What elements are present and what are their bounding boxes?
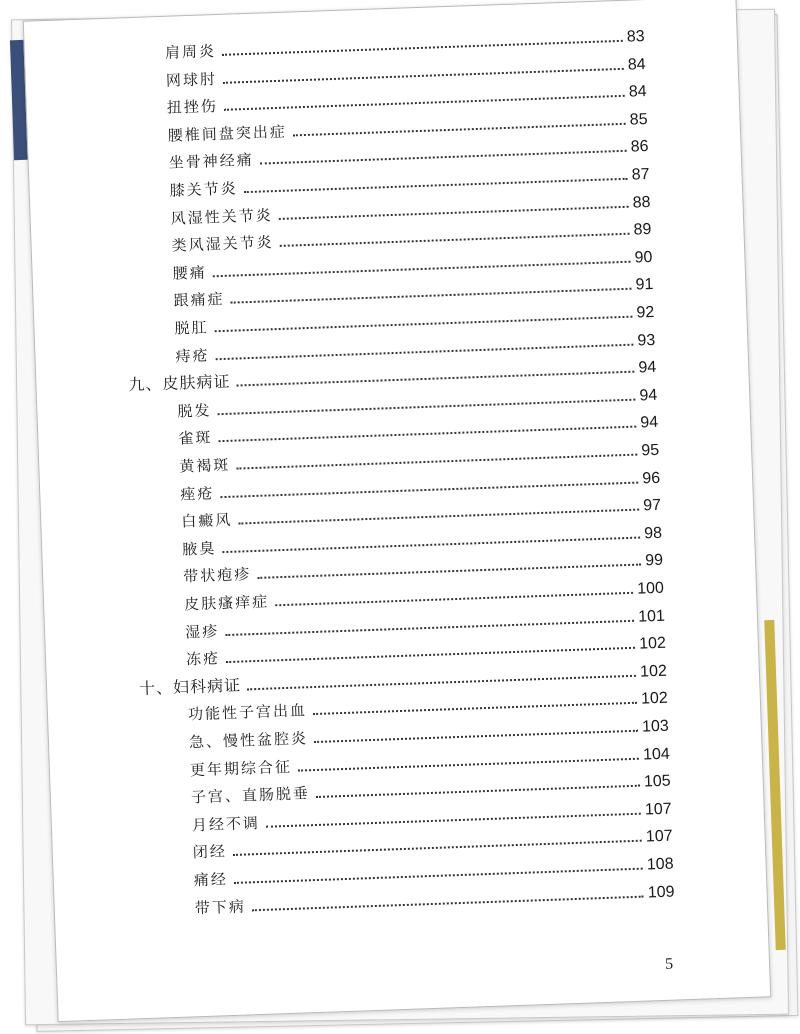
toc-entry-title: 网球肘 <box>165 69 218 90</box>
toc-page-number: 84 <box>628 83 647 101</box>
toc-entry-title: 冻疮 <box>185 649 221 669</box>
toc-entry-title: 腋臭 <box>181 539 217 559</box>
toc-entry-title: 闭经 <box>192 842 228 862</box>
toc-entry-title: 月经不调 <box>191 813 261 835</box>
toc-entry-title: 带下病 <box>194 897 247 917</box>
toc-entry-title: 更年期综合征 <box>189 757 293 779</box>
toc-page-number: 103 <box>641 717 670 736</box>
toc-page-number: 91 <box>635 276 654 294</box>
toc-entry-title: 痛经 <box>193 870 229 890</box>
toc-entry-title: 功能性子宫出血 <box>187 701 308 724</box>
toc-entry-title: 湿疹 <box>184 621 220 642</box>
toc-page-number: 84 <box>627 55 646 74</box>
toc-page-number: 100 <box>636 579 665 598</box>
toc-entry-title: 坐骨神经痛 <box>168 151 255 173</box>
toc-entry-title: 肩周炎 <box>164 42 217 62</box>
toc-page-number: 90 <box>634 248 653 267</box>
toc-entry-title: 跟痛症 <box>173 290 225 311</box>
toc-entry-title: 痔疮 <box>175 346 210 366</box>
toc-entry-title: 皮肤瘙痒症 <box>183 592 270 614</box>
toc-entry-title: 腰椎间盘突出症 <box>167 122 288 145</box>
toc-page-number: 87 <box>631 165 650 184</box>
toc-page-number: 107 <box>645 827 673 846</box>
toc-section-title: 九、皮肤病证 <box>128 371 231 395</box>
toc-page-number: 99 <box>644 552 664 570</box>
toc-page-number: 102 <box>638 634 667 653</box>
toc-entry-title: 子宫、直肠脱垂 <box>190 784 311 807</box>
toc-page-number: 105 <box>643 772 671 791</box>
toc-page-number: 94 <box>638 359 657 377</box>
toc-page-number: 109 <box>647 883 675 902</box>
toc-page-number: 92 <box>636 303 655 322</box>
toc-page-number: 97 <box>642 496 662 515</box>
page-number: 5 <box>664 955 674 973</box>
toc-page <box>23 0 772 1022</box>
toc-page-number: 96 <box>641 469 661 488</box>
toc-entry-title: 脱发 <box>177 401 212 421</box>
toc-page-number: 102 <box>640 690 669 708</box>
toc-entry-title: 带状疱疹 <box>182 565 252 586</box>
toc-entry-title: 脱肛 <box>174 318 209 338</box>
toc-entry-title: 风湿性关节炎 <box>170 205 273 228</box>
dot-leader <box>252 895 644 911</box>
toc-page-number: 89 <box>633 221 652 239</box>
toc-entry-title: 扭挫伤 <box>166 97 219 117</box>
toc-section-title: 十、妇科病证 <box>138 675 242 698</box>
toc-page-number: 107 <box>644 800 672 819</box>
toc-page-number: 85 <box>629 110 648 129</box>
toc-page-number: 94 <box>639 386 658 405</box>
toc-page-number: 102 <box>639 662 668 681</box>
toc-page-number: 94 <box>640 414 659 432</box>
toc-page-number: 98 <box>643 524 663 543</box>
toc-entry-title: 急、慢性盆腔炎 <box>188 729 309 752</box>
toc-entry-title: 类风湿关节炎 <box>171 233 274 255</box>
toc-page-number: 93 <box>637 331 656 350</box>
table-of-contents <box>24 0 770 1021</box>
toc-page-number: 88 <box>632 193 651 212</box>
toc-page-number: 101 <box>637 607 666 626</box>
toc-page-number: 108 <box>646 855 674 874</box>
toc-page-number: 83 <box>626 28 645 46</box>
toc-entry-title: 痤疮 <box>180 483 215 504</box>
toc-page-number: 95 <box>641 441 660 460</box>
toc-entry-title: 黄褐斑 <box>179 455 231 476</box>
toc-entry-title: 白癜风 <box>180 510 233 531</box>
toc-entry-title: 雀斑 <box>178 428 213 448</box>
toc-entry-title: 腰痛 <box>172 263 207 283</box>
toc-page-number: 86 <box>630 138 649 157</box>
toc-entry-title: 膝关节炎 <box>169 179 239 200</box>
toc-page-number: 104 <box>642 745 671 764</box>
